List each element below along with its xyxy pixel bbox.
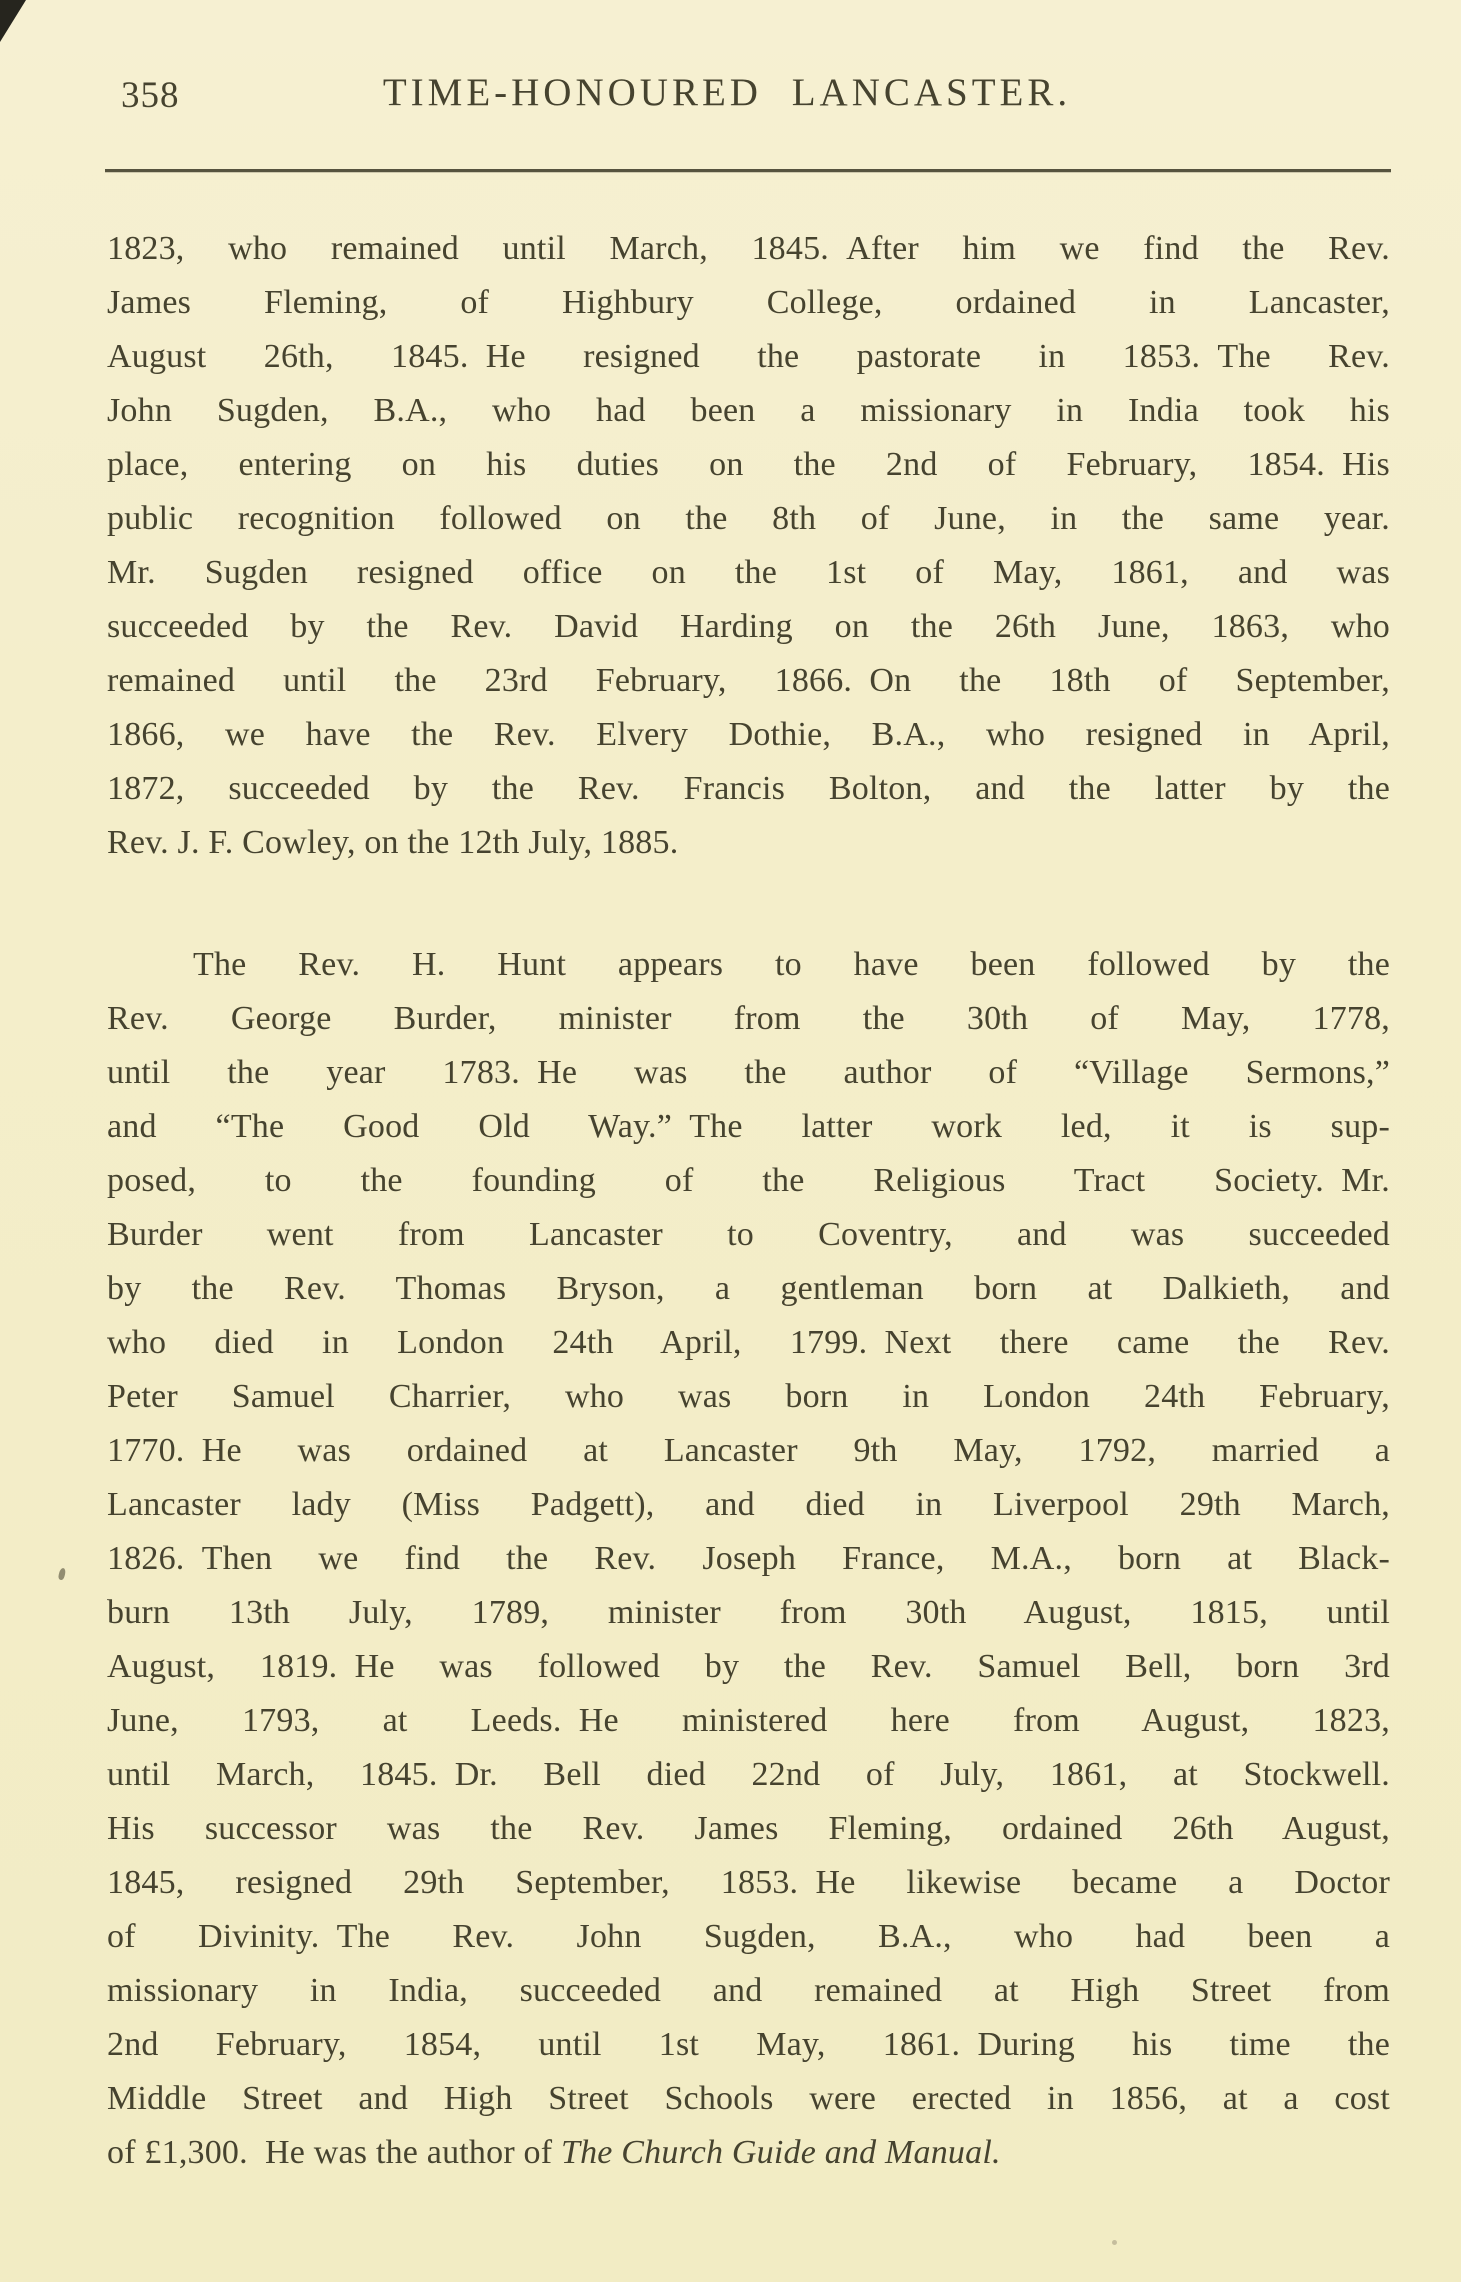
page-body bbox=[107, 222, 1390, 2180]
text-line: of Divinity. The Rev. John Sugden, B.A., who had been a bbox=[107, 1918, 1390, 1955]
text-line: Middle Street and High Street Schools were erected in 1856, at a cost bbox=[107, 2080, 1390, 2117]
text-line: 1872, succeeded by the Rev. Francis Bolton, and the latter by the bbox=[107, 770, 1390, 807]
text-line: His successor was the Rev. James Fleming, ordained 26th August, bbox=[107, 1810, 1390, 1847]
running-head-title: TIME-HONOURED LANCASTER. bbox=[382, 71, 1072, 114]
text-line: Rev. George Burder, minister from the 30th of May, 1778, bbox=[107, 1000, 1390, 1037]
text-line: and “The Good Old Way.” The latter work led, it is sup- bbox=[107, 1108, 1390, 1145]
text-run: of £1,300. He was the author of bbox=[107, 2134, 561, 2171]
text-line: until March, 1845. Dr. Bell died 22nd of July, 1861, at Stockwell. bbox=[107, 1756, 1390, 1793]
scan-corner-artifact bbox=[0, 0, 26, 42]
text-line: James Fleming, of Highbury College, ordained in Lancaster, bbox=[107, 284, 1390, 321]
header-rule bbox=[105, 169, 1391, 172]
text-line: place, entering on his duties on the 2nd of February, 1854. His bbox=[107, 446, 1390, 483]
text-line: August 26th, 1845. He resigned the pastorate in 1853. The Rev. bbox=[107, 338, 1390, 375]
text-line: 1866, we have the Rev. Elvery Dothie, B.A., who resigned in April, bbox=[107, 716, 1390, 753]
text-line: June, 1793, at Leeds. He ministered here from August, 1823, bbox=[107, 1702, 1390, 1739]
text-line: 1845, resigned 29th September, 1853. He likewise became a Doctor bbox=[107, 1864, 1390, 1901]
paper-speck bbox=[1112, 2240, 1117, 2245]
italic-book-title: The Church Guide and Manual. bbox=[560, 2134, 1001, 2171]
text-line: Peter Samuel Charrier, who was born in London 24th February, bbox=[107, 1378, 1390, 1415]
text-line: posed, to the founding of the Religious Tract Society. Mr. bbox=[107, 1162, 1390, 1199]
text-line: 1770. He was ordained at Lancaster 9th May, 1792, married a bbox=[107, 1432, 1390, 1469]
text-line bbox=[107, 2126, 1390, 2180]
text-line: by the Rev. Thomas Bryson, a gentleman born at Dalkieth, and bbox=[107, 1270, 1390, 1307]
text-line: Lancaster lady (Miss Padgett), and died in Liverpool 29th March, bbox=[107, 1486, 1390, 1523]
text-line: Mr. Sugden resigned office on the 1st of May, 1861, and was bbox=[107, 554, 1390, 591]
text-line: Rev. J. F. Cowley, on the 12th July, 1885. bbox=[107, 824, 679, 861]
text-line: John Sugden, B.A., who had been a missionary in India took his bbox=[107, 392, 1390, 429]
text-line: 2nd February, 1854, until 1st May, 1861. During his time the bbox=[107, 2026, 1390, 2063]
text-line: 1826. Then we find the Rev. Joseph France, M.A., born at Black- bbox=[107, 1540, 1390, 1577]
ink-speck bbox=[58, 1567, 67, 1580]
text-line: burn 13th July, 1789, minister from 30th August, 1815, until bbox=[107, 1594, 1390, 1631]
text-line: who died in London 24th April, 1799. Next there came the Rev. bbox=[107, 1324, 1390, 1361]
paragraph bbox=[107, 938, 1390, 2180]
paragraph bbox=[107, 222, 1390, 870]
text-line: The Rev. H. Hunt appears to have been followed by the bbox=[193, 946, 1390, 983]
text-line: Burder went from Lancaster to Coventry, and was succeeded bbox=[107, 1216, 1390, 1253]
text-line: 1823, who remained until March, 1845. After him we find the Rev. bbox=[107, 230, 1390, 267]
text-line: August, 1819. He was followed by the Rev. Samuel Bell, born 3rd bbox=[107, 1648, 1390, 1685]
page-number: 358 bbox=[121, 75, 180, 116]
text-line: missionary in India, succeeded and remained at High Street from bbox=[107, 1972, 1390, 2009]
text-line: succeeded by the Rev. David Harding on the 26th June, 1863, who bbox=[107, 608, 1390, 645]
text-line: remained until the 23rd February, 1866. On the 18th of September, bbox=[107, 662, 1390, 699]
text-line: public recognition followed on the 8th of June, in the same year. bbox=[107, 500, 1390, 537]
text-line: until the year 1783. He was the author of “Village Sermons,” bbox=[107, 1054, 1390, 1091]
